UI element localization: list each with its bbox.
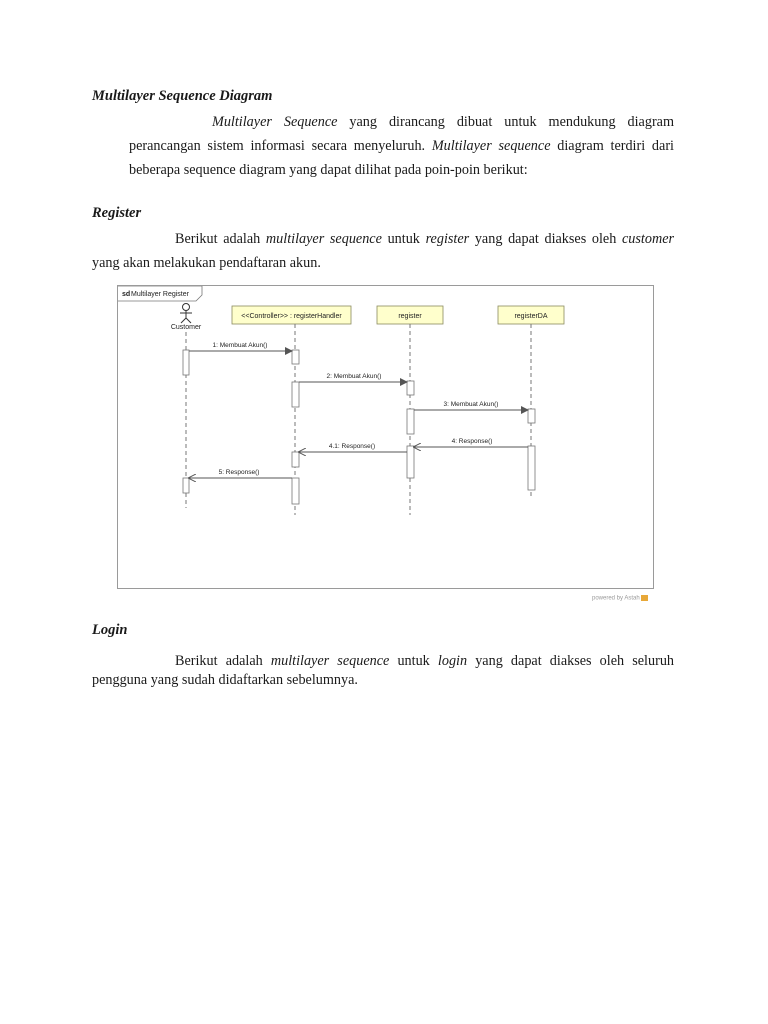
em-multilayer-sequence: multilayer sequence (265, 231, 382, 247)
section-heading-register: Register (92, 205, 142, 221)
text-span: Berikut adalah (175, 231, 266, 247)
section-heading-multilayer: Multilayer Sequence Diagram (92, 88, 273, 104)
text-span: yang dapat diakses oleh seluruh pengguna yang sudah didaftarkan sebelumnya. (92, 653, 675, 688)
message-label-2: 2: Membuat Akun() (326, 373, 382, 380)
text-span: diagram terdiri dari beberapa sequence diagram yang dapat dilihat pada poin-poin berikut: (129, 138, 674, 178)
paragraph-login (92, 652, 674, 690)
actor-label: Customer (170, 324, 202, 331)
em-multilayer-sequence: multilayer sequence (270, 653, 390, 669)
em-multilayer-sequence: Multilayer Sequence (212, 114, 338, 130)
lifeline-label-register: register (398, 313, 422, 320)
text-span: untuk (381, 231, 426, 247)
em-customer: customer (622, 231, 675, 247)
frame-label: Multilayer Register (131, 291, 189, 298)
text-span: untuk (389, 653, 438, 669)
paragraph-register (92, 227, 674, 275)
paragraph-multilayer-intro (92, 110, 674, 182)
watermark-text: powered by Astah (592, 595, 640, 602)
lifeline-lines (186, 324, 531, 515)
lifeline-label-registerhandler: <<Controller>> : registerHandler (241, 313, 342, 320)
lifeline-label-registerda: registerDA (514, 313, 548, 320)
message-label-1: 1: Membuat Akun() (212, 342, 268, 349)
text-span: Berikut adalah (175, 653, 271, 669)
em-multilayer-sequence-2: Multilayer sequence (431, 138, 551, 154)
frame-prefix: sd (122, 291, 131, 298)
message-label-3: 3: Membuat Akun() (443, 401, 499, 408)
section-heading-login: Login (92, 622, 128, 638)
message-label-5: 5: Response() (218, 469, 260, 476)
astah-watermark (592, 595, 648, 602)
text-span: yang dapat diakses oleh (469, 231, 622, 247)
actor-customer-icon (180, 304, 192, 324)
em-login: login (437, 653, 468, 669)
sequence-diagram-svg (118, 286, 655, 590)
em-register: register (425, 231, 470, 247)
text-span: yang akan melakukan pendaftaran akun. (92, 255, 321, 271)
message-label-4-1: 4.1: Response() (328, 443, 376, 450)
message-label-4: 4: Response() (451, 438, 493, 445)
astah-logo-icon (641, 595, 648, 601)
sequence-diagram (117, 285, 654, 589)
text-span: yang dirancang dibuat untuk mendukung diagram perancangan sistem informasi secara menyeluruh. (129, 114, 674, 154)
